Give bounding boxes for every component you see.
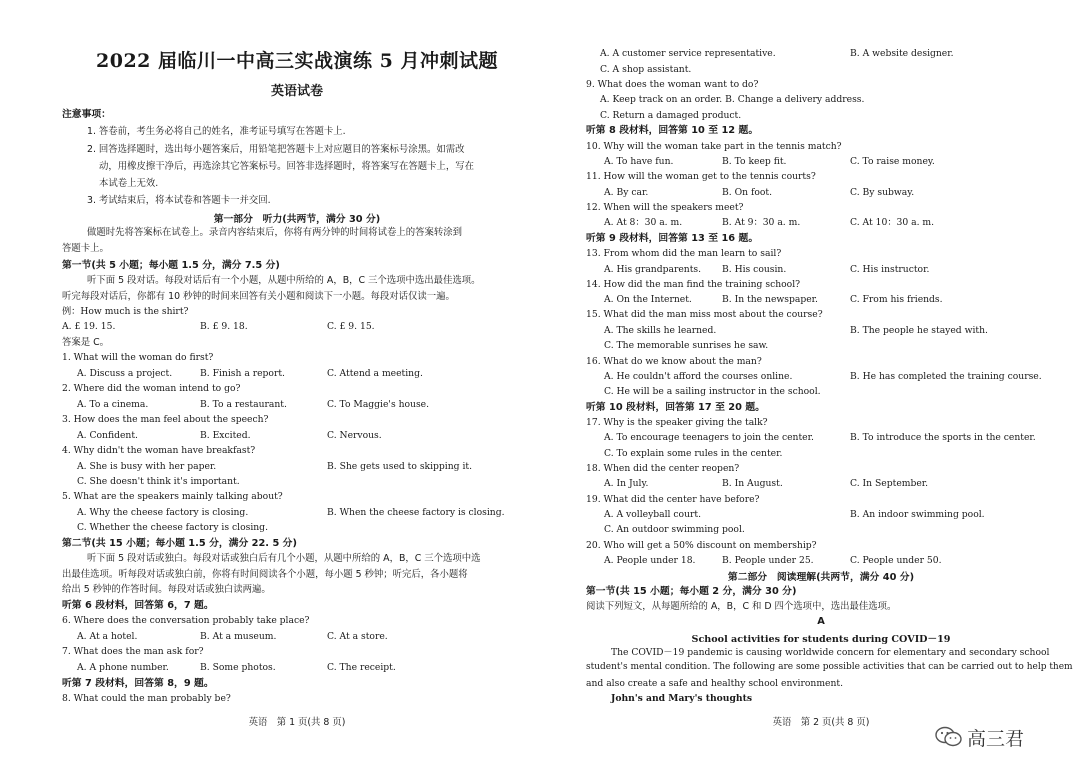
question-2: 2. Where did the woman intend to go?: [62, 383, 241, 394]
option-a: A. A phone number.: [77, 662, 169, 673]
option-b: B. In the newspaper.: [722, 294, 818, 305]
question-12: 12. When will the speakers meet?: [586, 202, 744, 213]
notice-heading: 注意事项：: [62, 109, 111, 120]
watermark: [935, 724, 1065, 750]
notice-line: 1. 答卷前，考生务必将自己的姓名，准考证号填写在答题卡上.: [87, 126, 346, 137]
option-c: C. Whether the cheese factory is closing.: [77, 522, 268, 533]
option-b: B. In August.: [722, 478, 783, 489]
passage-letter: A: [817, 616, 825, 627]
question-6: 6. Where does the conversation probably take place?: [62, 615, 310, 626]
part2-heading: 第二部分 阅读理解(共两节，满分 40 分): [727, 572, 915, 583]
notice-line: 本试卷上无效.: [99, 178, 159, 189]
option-c: C. Attend a meeting.: [327, 368, 423, 379]
option-b: B. Some photos.: [200, 662, 276, 673]
option-c: C. His instructor.: [850, 264, 930, 275]
option-c: C. People under 50.: [850, 555, 942, 566]
question-1: 1. What will the woman do first?: [62, 352, 214, 363]
option-b: B. To introduce the sports in the center.: [850, 432, 1036, 443]
option-b: B. People under 25.: [722, 555, 814, 566]
option-b: B. The people he stayed with.: [850, 325, 988, 336]
option-ab: A. Keep track on an order. B. Change a delivery address.: [600, 94, 865, 105]
option-a: A. At a hotel.: [77, 631, 138, 642]
question-11: 11. How will the woman get to the tennis courts?: [586, 171, 816, 182]
question-20: 20. Who will get a 50% discount on membership?: [586, 540, 817, 551]
section2-heading: 第二节(共 15 小题；每小题 1.5 分，满分 22. 5 分): [62, 538, 297, 549]
example-option: A. £ 19. 15.: [62, 321, 116, 332]
option-a: A. To a cinema.: [77, 399, 149, 410]
question-10: 10. Why will the woman take part in the tennis match?: [586, 141, 842, 152]
part2-section1-intro: 阅读下列短文，从每题所给的 A，B，C 和 D 四个选项中，选出最佳选项。: [586, 601, 897, 612]
option-c: C. At a store.: [327, 631, 388, 642]
part1-intro: 做题时先将答案标在试卷上。录音内容结束后，你将有两分钟的时间将试卷上的答案转涂到: [87, 227, 463, 238]
question-8: 8. What could the man probably be?: [62, 693, 231, 704]
material-10-heading: 听第 10 段材料，回答第 17 至 20 题。: [586, 402, 765, 413]
part2-section1-heading: 第一节(共 15 小题；每小题 2 分，满分 30 分): [586, 586, 797, 597]
question-4: 4. Why didn't the woman have breakfast?: [62, 445, 256, 456]
passage-title: School activities for students during COVID－19: [691, 634, 951, 645]
option-a: A. Confident.: [77, 430, 138, 441]
question-9: 9. What does the woman want to do?: [586, 79, 759, 90]
option-b: B. Finish a report.: [200, 368, 285, 379]
option-c: C. He will be a sailing instructor in the school.: [604, 386, 821, 397]
page-footer: 英语 第 1 页(共 8 页): [248, 717, 346, 728]
part1-heading: 第一部分 听力(共两节，满分 30 分): [213, 214, 381, 225]
section1-intro: 听完每段对话后，你都有 10 秒钟的时间来回答有关小题和阅读下一小题。每段对话仅读一遍。: [62, 291, 455, 302]
part1-intro: 答题卡上。: [62, 243, 109, 254]
material-9-heading: 听第 9 段材料，回答第 13 至 16 题。: [586, 233, 759, 244]
question-18: 18. When did the center reopen?: [586, 463, 740, 474]
option-a: A. To have fun.: [604, 156, 674, 167]
option-c: C. An outdoor swimming pool.: [604, 524, 745, 535]
option-b: B. She gets used to skipping it.: [327, 461, 473, 472]
example-answer: 答案是 C。: [62, 337, 110, 348]
option-b: B. To a restaurant.: [200, 399, 287, 410]
exam-title: 2022 届临川一中高三实战演练 5 月冲刺试题: [96, 50, 498, 72]
option-a: A. Discuss a project.: [77, 368, 173, 379]
question-7: 7. What does the man ask for?: [62, 646, 204, 657]
material-7-heading: 听第 7 段材料，回答第 8，9 题。: [62, 678, 214, 689]
watermark-text: 高三君: [967, 728, 1025, 750]
option-a: A. People under 18.: [604, 555, 696, 566]
option-b: B. Excited.: [200, 430, 251, 441]
option-a: A. In July.: [604, 478, 649, 489]
section1-heading: 第一节(共 5 小题；每小题 1.5 分，满分 7.5 分): [62, 260, 280, 271]
notice-line: 3. 考试结束后，将本试卷和答题卡一并交回.: [87, 195, 271, 206]
passage-line: student's mental condition. The following are some possible activities that can be carried out to help them: [586, 662, 1073, 672]
page-1: [62, 0, 532, 781]
example-option: C. £ 9. 15.: [327, 321, 375, 332]
example-option: B. £ 9. 18.: [200, 321, 248, 332]
option-b: B. A website designer.: [850, 48, 954, 59]
exam-subtitle: 英语试卷: [270, 84, 323, 99]
question-14: 14. How did the man find the training school?: [586, 279, 801, 290]
option-a: A. To encourage teenagers to join the center.: [604, 432, 814, 443]
option-c: C. The receipt.: [327, 662, 396, 673]
option-c: C. The memorable sunrises he saw.: [604, 340, 769, 351]
option-b: B. At 9：30 a. m.: [722, 217, 801, 228]
passage-subheading: John's and Mary's thoughts: [611, 693, 753, 704]
option-a: A. His grandparents.: [604, 264, 702, 275]
page-footer: 英语 第 2 页(共 8 页): [772, 717, 870, 728]
option-c: C. To Maggie's house.: [327, 399, 430, 410]
option-c: C. She doesn't think it's important.: [77, 476, 240, 487]
question-5: 5. What are the speakers mainly talking about?: [62, 491, 283, 502]
option-a: A. On the Internet.: [604, 294, 692, 305]
option-b: B. An indoor swimming pool.: [850, 509, 985, 520]
option-a: A. A customer service representative.: [600, 48, 776, 59]
material-6-heading: 听第 6 段材料，回答第 6，7 题。: [62, 600, 214, 611]
question-3: 3. How does the man feel about the speech?: [62, 414, 269, 425]
notice-line: 动，用橡皮擦干净后，再选涂其它答案标号。回答非选择题时，将答案写在答题卡上，写在: [99, 161, 475, 172]
option-c: C. Nervous.: [327, 430, 382, 441]
option-c: C. At 10：30 a. m.: [850, 217, 935, 228]
wechat-icon: [935, 726, 963, 748]
option-b: B. His cousin.: [722, 264, 787, 275]
page-2: [586, 0, 1073, 781]
section2-intro: 听下面 5 段对话或独白。每段对话或独白后有几个小题，从题中所给的 A，B，C 三个选项中选: [87, 553, 481, 564]
passage-line: The COVID－19 pandemic is causing worldwide concern for elementary and secondary school: [611, 647, 1050, 658]
option-c: C. A shop assistant.: [600, 64, 692, 75]
option-c: C. Return a damaged product.: [600, 110, 742, 121]
option-c: C. By subway.: [850, 187, 915, 198]
section2-intro: 出最佳选项。听每段对话或独白前，你将有时间阅读各个小题，每小题 5 秒钟；听完后，各小题将: [62, 569, 468, 580]
option-c: C. In September.: [850, 478, 929, 489]
notice-line: 2. 回答选择题时，选出每小题答案后，用铅笔把答题卡上对应题目的答案标号涂黑。如需改: [87, 144, 465, 155]
option-c: C. To raise money.: [850, 156, 935, 167]
example-question: 例：How much is the shirt?: [62, 306, 189, 317]
option-b: B. When the cheese factory is closing.: [327, 507, 505, 518]
option-b: B. To keep fit.: [722, 156, 787, 167]
passage-line: and also create a safe and healthy school environment.: [586, 678, 844, 689]
option-a: A. A volleyball court.: [604, 509, 702, 520]
option-b: B. At a museum.: [200, 631, 277, 642]
option-a: A. The skills he learned.: [604, 325, 717, 336]
question-15: 15. What did the man miss most about the course?: [586, 309, 823, 320]
option-c: C. To explain some rules in the center.: [604, 448, 783, 459]
option-b: B. On foot.: [722, 187, 773, 198]
section1-intro: 听下面 5 段对话。每段对话后有一个小题，从题中所给的 A，B，C 三个选项中选出最佳选项。: [87, 275, 481, 286]
material-8-heading: 听第 8 段材料，回答第 10 至 12 题。: [586, 125, 759, 136]
option-a: A. By car.: [604, 187, 649, 198]
option-b: B. He has completed the training course.: [850, 371, 1042, 382]
option-a: A. She is busy with her paper.: [77, 461, 217, 472]
section2-intro: 给出 5 秒钟的作答时间。每段对话或独白读两遍。: [62, 584, 271, 595]
question-13: 13. From whom did the man learn to sail?: [586, 248, 782, 259]
option-a: A. At 8：30 a. m.: [604, 217, 683, 228]
question-17: 17. Why is the speaker giving the talk?: [586, 417, 768, 428]
question-19: 19. What did the center have before?: [586, 494, 760, 505]
question-16: 16. What do we know about the man?: [586, 356, 762, 367]
option-a: A. Why the cheese factory is closing.: [77, 507, 249, 518]
option-c: C. From his friends.: [850, 294, 943, 305]
option-a: A. He couldn't afford the courses online.: [604, 371, 793, 382]
